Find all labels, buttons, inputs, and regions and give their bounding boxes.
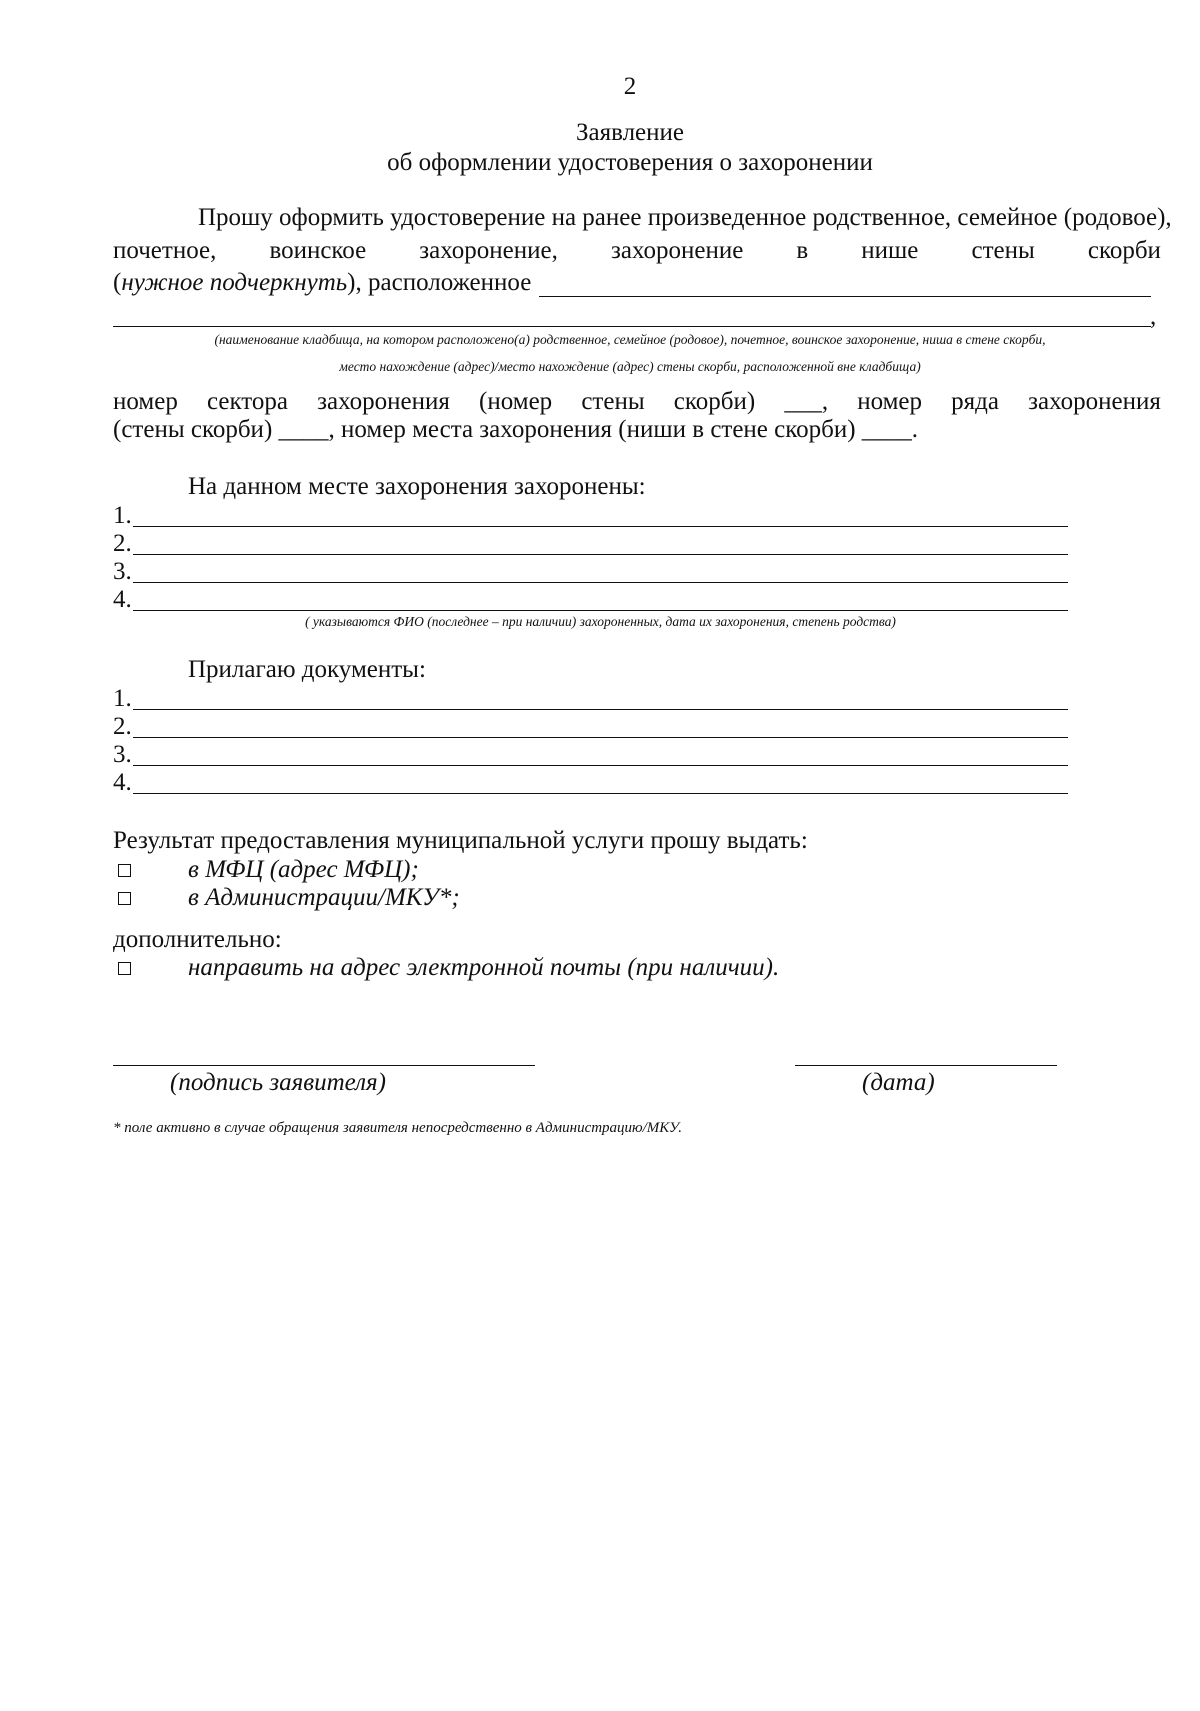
additional-label: дополнительно: — [113, 926, 282, 953]
cemetery-address-field[interactable] — [113, 326, 1151, 327]
sector-line-1: номер сектора захоронения (номер стены скорби) ___, номер ряда захоронения — [113, 388, 1161, 415]
administration-option-label: в Администрации/МКУ*; — [188, 884, 460, 911]
buried-caption: ( указываются ФИО (последнее – при наличии) захороненных, дата их захоронения, степень родства) — [305, 614, 896, 629]
mfc-checkbox[interactable] — [118, 864, 131, 877]
document-item-number: 2. — [113, 713, 132, 740]
buried-heading: На данном месте захоронения захоронены: — [188, 473, 646, 500]
cemetery-caption-1: (наименование кладбища, на котором расположено(а) родственное, семейное (родовое), почетное, воинское захоронение, ниша в стене скорби, — [214, 332, 1046, 347]
buried-field-4[interactable] — [133, 610, 1068, 611]
comma-mark: , — [1150, 303, 1157, 330]
page-number: 2 — [623, 73, 637, 100]
signature-field[interactable] — [113, 1065, 535, 1066]
administration-checkbox[interactable] — [118, 892, 131, 905]
buried-item-number: 4. — [113, 586, 132, 613]
email-option-label: направить на адрес электронной почты (при наличии). — [188, 954, 780, 981]
document-field-1[interactable] — [133, 709, 1068, 710]
document-field-4[interactable] — [133, 793, 1068, 794]
documents-heading: Прилагаю документы: — [188, 656, 426, 683]
request-line-2: почетное, воинское захоронение, захоронение в нише стены скорби — [113, 237, 1161, 264]
document-subtitle: об оформлении удостоверения о захоронении — [387, 149, 873, 176]
email-checkbox[interactable] — [118, 962, 131, 975]
document-item-number: 4. — [113, 769, 132, 796]
cemetery-caption-2: место нахождение (адрес)/место нахождение (адрес) стены скорби, расположенной вне кладбища) — [339, 359, 921, 374]
document-field-2[interactable] — [133, 737, 1068, 738]
buried-field-1[interactable] — [133, 526, 1068, 527]
document-item-number: 3. — [113, 741, 132, 768]
date-caption: (дата) — [862, 1069, 935, 1096]
document-field-3[interactable] — [133, 765, 1068, 766]
buried-field-2[interactable] — [133, 554, 1068, 555]
sector-line-2: (стены скорби) ____, номер места захоронения (ниши в стене скорби) ____. — [113, 416, 919, 443]
buried-item-number: 1. — [113, 502, 132, 529]
request-line-1: Прошу оформить удостоверение на ранее произведенное родственное, семейное (родовое), — [198, 204, 1172, 231]
buried-item-number: 2. — [113, 530, 132, 557]
request-line-3: (нужное подчеркнуть), расположенное — [113, 269, 532, 296]
signature-caption: (подпись заявителя) — [170, 1069, 386, 1096]
document-title: Заявление — [575, 119, 685, 146]
result-heading: Результат предоставления муниципальной услуги прошу выдать: — [113, 827, 808, 854]
buried-field-3[interactable] — [133, 582, 1068, 583]
document-item-number: 1. — [113, 685, 132, 712]
date-field[interactable] — [795, 1065, 1057, 1066]
footnote: * поле активно в случае обращения заявителя непосредственно в Администрацию/МКУ. — [113, 1120, 682, 1136]
buried-item-number: 3. — [113, 558, 132, 585]
cemetery-name-field[interactable] — [539, 296, 1151, 297]
mfc-option-label: в МФЦ (адрес МФЦ); — [188, 856, 419, 883]
